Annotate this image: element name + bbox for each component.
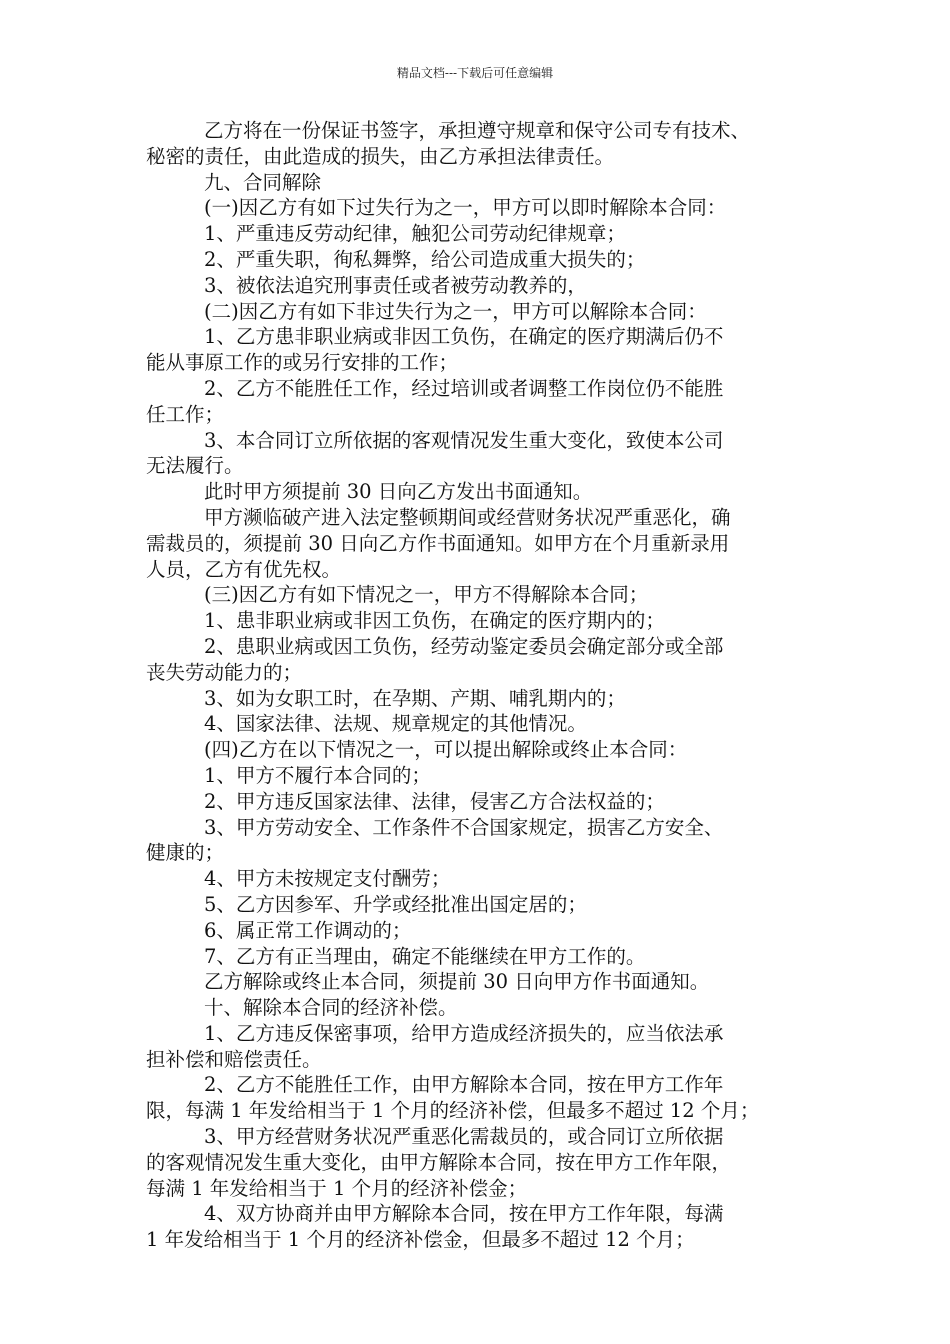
text-line: 2、乙方不能胜任工作，经过培训或者调整工作岗位仍不能胜	[204, 376, 724, 400]
text-line: 4、国家法律、法规、规章规定的其他情况。	[204, 712, 587, 736]
text-line: 任工作；	[146, 402, 225, 426]
text-line: 丧失劳动能力的；	[146, 660, 303, 684]
text-line: 1、严重违反劳动纪律，触犯公司劳动纪律规章；	[204, 222, 626, 246]
text-line: 3、本合同订立所依据的客观情况发生重大变化，致使本公司	[204, 428, 724, 452]
text-line: 5、乙方因参军、升学或经批准出国定居的；	[204, 892, 587, 916]
text-line: 九、合同解除	[204, 170, 322, 194]
text-line: 2、严重失职，徇私舞弊，给公司造成重大损失的；	[204, 247, 646, 271]
text-line: 乙方解除或终止本合同，须提前 30 日向甲方作书面通知。	[204, 970, 710, 994]
text-line: 每满 1 年发给相当于 1 个月的经济补偿金；	[146, 1176, 528, 1200]
text-line: 2、患职业病或因工负伤，经劳动鉴定委员会确定部分或全部	[204, 634, 724, 658]
page-header: 精品文档---下载后可任意编辑	[396, 66, 554, 80]
text-line: 十、解除本合同的经济补偿。	[204, 996, 458, 1020]
document-body	[146, 118, 812, 1253]
text-line: 3、甲方经营财务状况严重恶化需裁员的，或合同订立所依据	[204, 1125, 724, 1149]
text-line: 3、如为女职工时，在孕期、产期、哺乳期内的；	[204, 686, 626, 710]
text-line: 1、乙方患非职业病或非因工负伤，在确定的医疗期满后仍不	[204, 325, 724, 349]
text-line: (一)因乙方有如下过失行为之一，甲方可以即时解除本合同：	[204, 196, 727, 220]
text-line: 无法履行。	[146, 454, 244, 478]
text-line: 担补偿和赔偿责任。	[146, 1047, 322, 1071]
text-line: 1、乙方违反保密事项，给甲方造成经济损失的，应当依法承	[204, 1021, 724, 1045]
text-line: (三)因乙方有如下情况之一，甲方不得解除本合同；	[204, 583, 649, 607]
text-line: 人员，乙方有优先权。	[146, 557, 342, 581]
text-line: (四)乙方在以下情况之一，可以提出解除或终止本合同：	[204, 738, 688, 762]
text-line: 秘密的责任，由此造成的损失，由乙方承担法律责任。	[146, 144, 615, 168]
text-line: 乙方将在一份保证书签字，承担遵守规章和保守公司专有技术、	[204, 119, 751, 142]
text-line: 1、患非职业病或非因工负伤，在确定的医疗期内的；	[204, 609, 665, 633]
text-line: (二)因乙方有如下非过失行为之一，甲方可以解除本合同：	[204, 299, 707, 323]
text-line: 1、甲方不履行本合同的；	[204, 763, 431, 787]
text-line: 6、属正常工作调动的；	[204, 918, 412, 942]
text-line: 限，每满 1 年发给相当于 1 个月的经济补偿，但最多不超过 12 个月；	[146, 1099, 760, 1123]
text-line: 2、乙方不能胜任工作，由甲方解除本合同，按在甲方工作年	[204, 1073, 724, 1097]
text-line: 3、甲方劳动安全、工作条件不合国家规定，损害乙方安全、	[204, 815, 724, 839]
text-line: 甲方濒临破产进入法定整顿期间或经营财务状况严重恶化，确	[204, 505, 731, 529]
text-line: 3、被依法追究刑事责任或者被劳动教养的，	[204, 273, 587, 297]
text-line: 2、甲方违反国家法律、法律，侵害乙方合法权益的；	[204, 789, 665, 813]
text-line: 需裁员的，须提前 30 日向乙方作书面通知。如甲方在个月重新录用	[146, 531, 730, 555]
text-line: 7、乙方有正当理由，确定不能继续在甲方工作的。	[204, 944, 646, 968]
text-line: 4、甲方未按规定支付酬劳；	[204, 867, 451, 891]
text-line: 健康的；	[146, 841, 225, 865]
text-line: 4、双方协商并由甲方解除本合同，按在甲方工作年限，每满	[204, 1202, 724, 1226]
text-line: 的客观情况发生重大变化，由甲方解除本合同，按在甲方工作年限，	[146, 1150, 732, 1174]
text-line: 1 年发给相当于 1 个月的经济补偿金，但最多不超过 12 个月；	[146, 1228, 695, 1252]
text-line: 能从事原工作的或另行安排的工作；	[146, 351, 459, 375]
text-line: 此时甲方须提前 30 日向乙方发出书面通知。	[204, 480, 593, 504]
